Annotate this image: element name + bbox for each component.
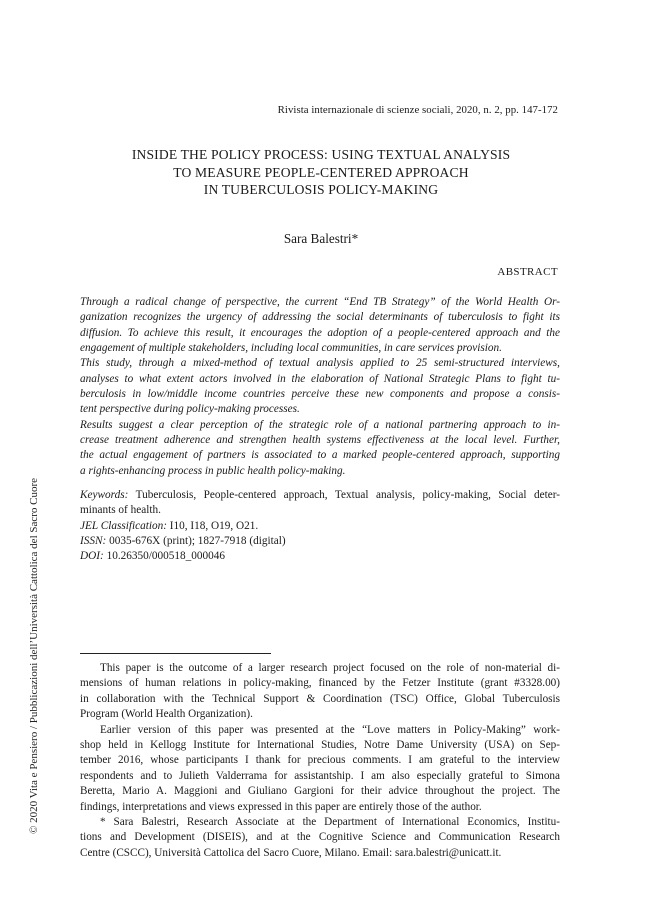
footnote-line: tember 2016, whose participants I thank for precious comments. I am grateful to the interview [80,754,560,767]
footnote-line: Program (World Health Organization). [80,708,253,721]
abstract-heading: ABSTRACT [497,266,558,278]
abstract-line: This study, through a mixed-method of textual analysis applied to 25 semi-structured interviews, [80,357,560,370]
keywords-continuation: minants of health. [80,504,161,517]
footnote-divider [80,653,271,654]
doi-value: 10.26350/000518_000046 [106,550,226,563]
keywords-label: Keywords: [80,489,129,501]
keywords-line [80,488,560,503]
doi-label: DOI: [80,550,104,563]
abstract-line: diffusion. To achieve this result, it encourages the adoption of a people-centered approach and the [80,326,560,339]
title-line: TO MEASURE PEOPLE-CENTERED APPROACH [173,164,469,180]
issn-value: 0035-676X (print); 1827-7918 (digital) [109,535,286,548]
footnote-line: This paper is the outcome of a larger research project focused on the role of non-material di- [100,662,560,674]
footnote-line: respondents and to Julieth Valderrama for assistantship. I am also especially grateful to Simona [80,769,560,782]
abstract-line: berculosis in low/middle income countries perceive these new components and propose a consis- [80,388,560,401]
abstract-line: engagement of multiple stakeholders, including local communities, in care services provision. [80,342,502,355]
abstract-line: a rights-enhancing process in public health policy-making. [80,464,346,477]
copyright-sidebar: © 2020 Vita e Pensiero / Pubblicazioni dell’Università Cattolica del Sacro Cuore [28,477,40,834]
abstract-text [80,295,560,479]
issn-label: ISSN: [80,535,107,548]
abstract-line: Through a radical change of perspective, the current “End TB Strategy” of the World Health Or- [80,296,560,308]
abstract-line: the actual engagement of partners is associated to a marked people-centered approach, supporting [80,449,560,462]
abstract-line: Results suggest a clear perception of the strategic role of a national partnering approach to in- [80,418,560,431]
abstract-line: crease treatment adherence and strengthen health systems effectiveness at the local level. Further, [80,434,560,447]
footnotes [80,661,560,861]
footnote-line: tions and Development (DISEIS), and at the Cognitive Science and Communication Research [80,831,560,844]
keywords-value: Tuberculosis, People-centered approach, Textual analysis, policy-making, Social deter- [135,489,560,501]
footnote-line: Beretta, Mario A. Maggioni and Giuliano Gargioni for their advice throughout the project. The [80,785,560,798]
footnote-line: Earlier version of this paper was presented at the “Love matters in Policy-Making” work- [100,723,560,736]
jel-line [80,519,560,534]
footnote-line: Centre (CSCC), Università Cattolica del Sacro Cuore, Milano. Email: sara.balestri@unicatt.it. [80,846,502,859]
footnote-line: in collaboration with the Technical Support & Coordination (TSC) Office, Global Tuberculosis [80,692,560,705]
doi-line [80,549,560,564]
footnote-line: findings, interpretations and views expressed in this paper are entirely those of the author. [80,800,482,813]
footnote-line: mensions of human relations in policy-making, financed by the Fetzer Institute (grant #3328.00) [80,677,560,690]
article-metadata [80,488,560,565]
abstract-line: ganization recognizes the urgency of addressing the social determinants of tuberculosis to fight its [80,311,560,324]
title-line: IN TUBERCULOSIS POLICY-MAKING [203,182,439,197]
article-title [80,146,562,199]
footnote-line: * Sara Balestri, Research Associate at the Department of International Economics, Institu- [100,816,560,829]
abstract-line: tent perspective during policy-making processes. [80,403,300,416]
footnote-line: shop held in Kellogg Institute for International Studies, Notre Dame University (USA) on Sep- [80,739,560,752]
issn-line [80,534,560,549]
jel-value: I10, I18, O19, O21. [169,519,259,532]
title-line: INSIDE THE POLICY PROCESS: USING TEXTUAL ANALYSIS [131,147,511,162]
author-name: Sara Balestri* [283,231,359,246]
journal-header: Rivista internazionale di scienze sociali, 2020, n. 2, pp. 147-172 [277,104,558,116]
jel-label: JEL Classification: [80,519,167,532]
abstract-line: analyses to what extent actors involved in the elaboration of National Strategic Plans to fight tu- [80,372,560,385]
